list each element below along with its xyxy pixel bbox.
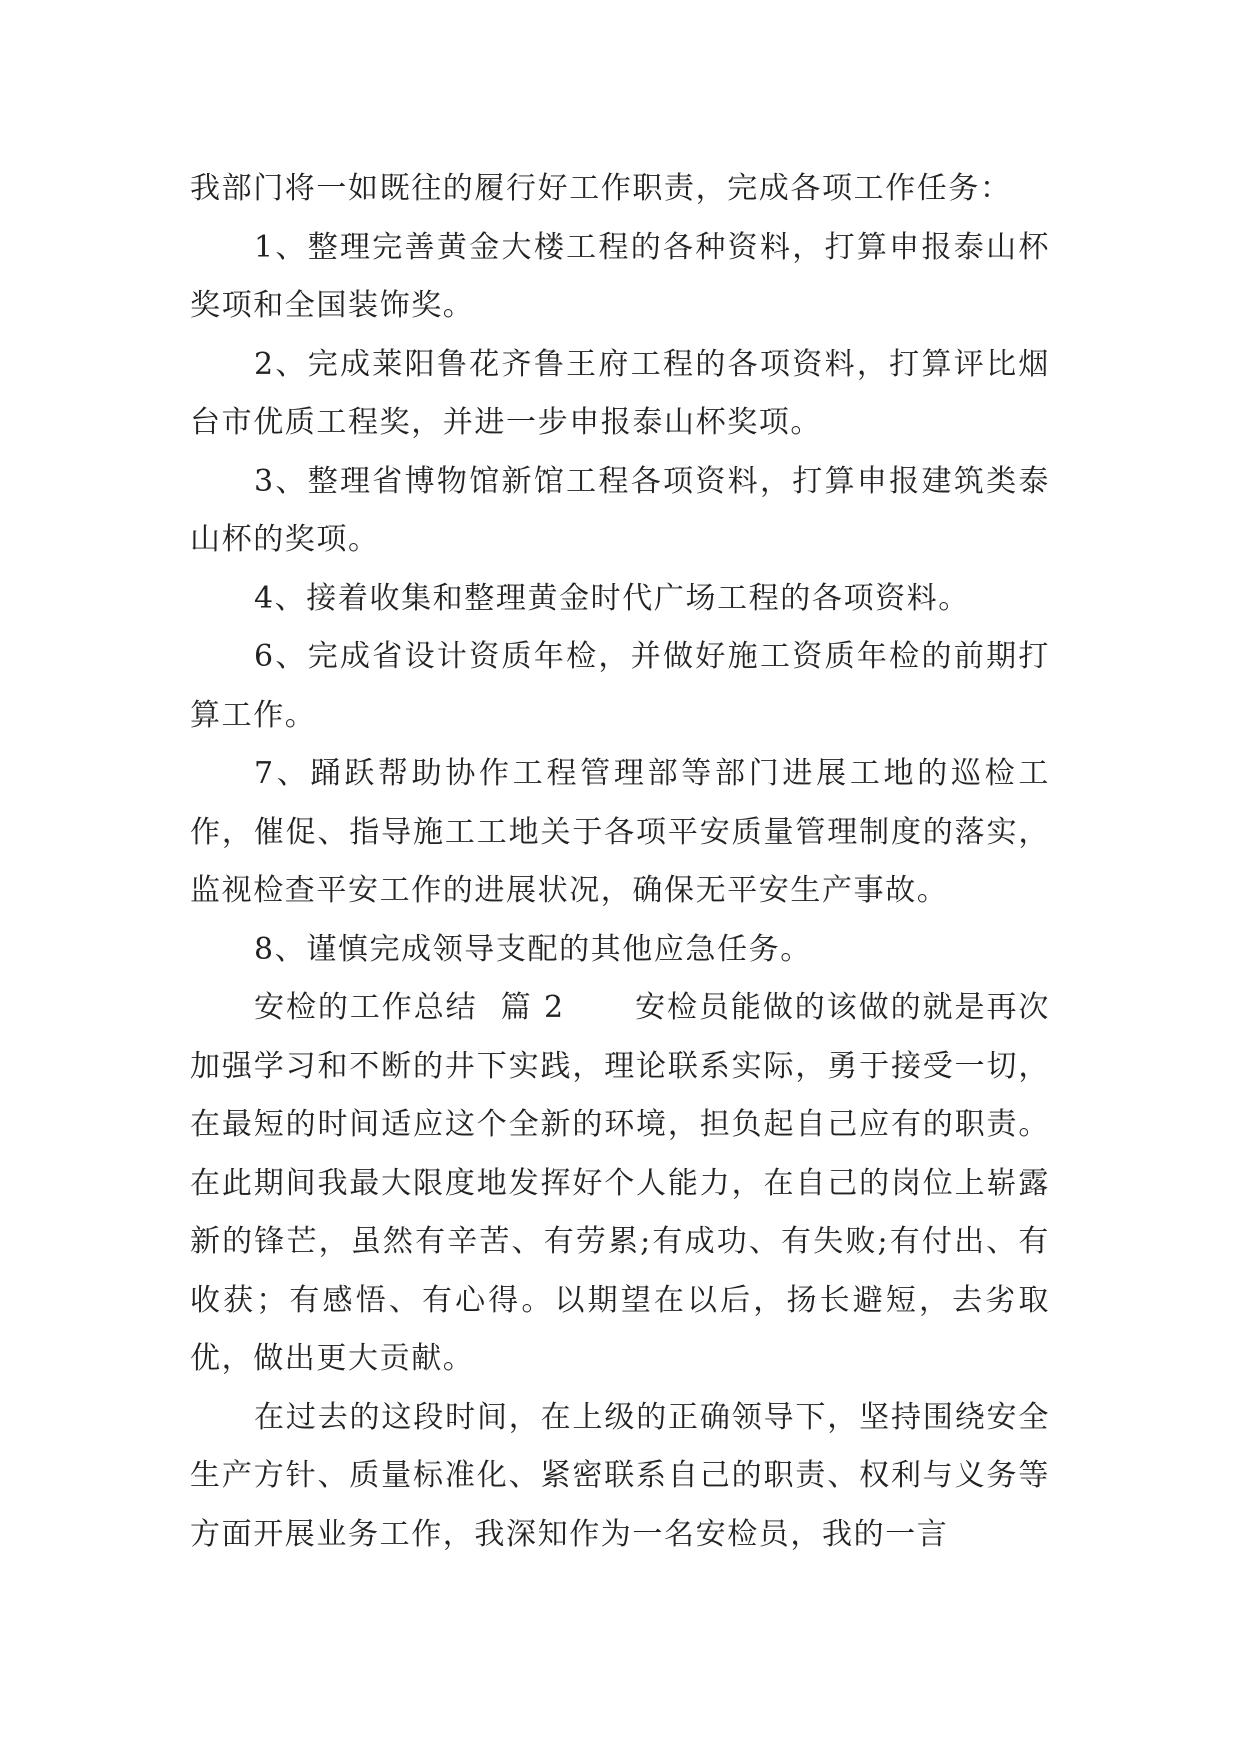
section-2-text: 安检员能做的该做的就是再次加强学习和不断的井下实践，理论联系实际，勇于接受一切，在最短的时间适应这个全新的环境，担负起自己应有的职责。在此期间我最大限度地发挥好个人能力，在自己的岗位上崭露新的锋芒，虽然有辛苦、有劳累;有成功、有失败;有付出、有收获；有感悟、有心得。以期望在以后，扬长避短，去劣取优，做出更大贡献。 <box>190 990 1050 1376</box>
list-item-3: 3、整理省博物馆新馆工程各项资料，打算申报建筑类泰山杯的奖项。 <box>190 463 1050 557</box>
section-2-paragraph <box>190 979 1050 1389</box>
list-item-4: 4、接着收集和整理黄金时代广场工程的各项资料。 <box>254 580 970 616</box>
document-body <box>190 160 1050 1564</box>
list-item-6: 6、完成省设计资质年检，并做好施工资质年检的前期打算工作。 <box>190 639 1050 733</box>
list-item-8: 8、谨慎完成领导支配的其他应急任务。 <box>254 931 812 967</box>
section-2-label: 篇 2 <box>500 990 565 1025</box>
list-item-1: 1、整理完善黄金大楼工程的各种资料，打算申报泰山杯奖项和全国装饰奖。 <box>190 229 1050 323</box>
section-2-heading <box>254 990 565 1025</box>
intro-paragraph: 我部门将一如既往的履行好工作职责，完成各项工作任务： <box>190 171 1012 206</box>
final-paragraph: 在过去的这段时间，在上级的正确领导下，坚持围绕安全生产方针、质量标准化、紧密联系自己的职责、权利与义务等方面开展业务工作，我深知作为一名安检员，我的一言 <box>190 1399 1050 1552</box>
list-item-7: 7、踊跃帮助协作工程管理部等部门进展工地的巡检工作，催促、指导施工工地关于各项平安质量管理制度的落实，监视检查平安工作的进展状况，确保无平安生产事故。 <box>190 756 1050 908</box>
list-item-2: 2、完成莱阳鲁花齐鲁王府工程的各项资料，打算评比烟台市优质工程奖，并进一步申报泰山杯奖项。 <box>190 346 1050 440</box>
section-2-title: 安检的工作总结 <box>254 990 478 1025</box>
